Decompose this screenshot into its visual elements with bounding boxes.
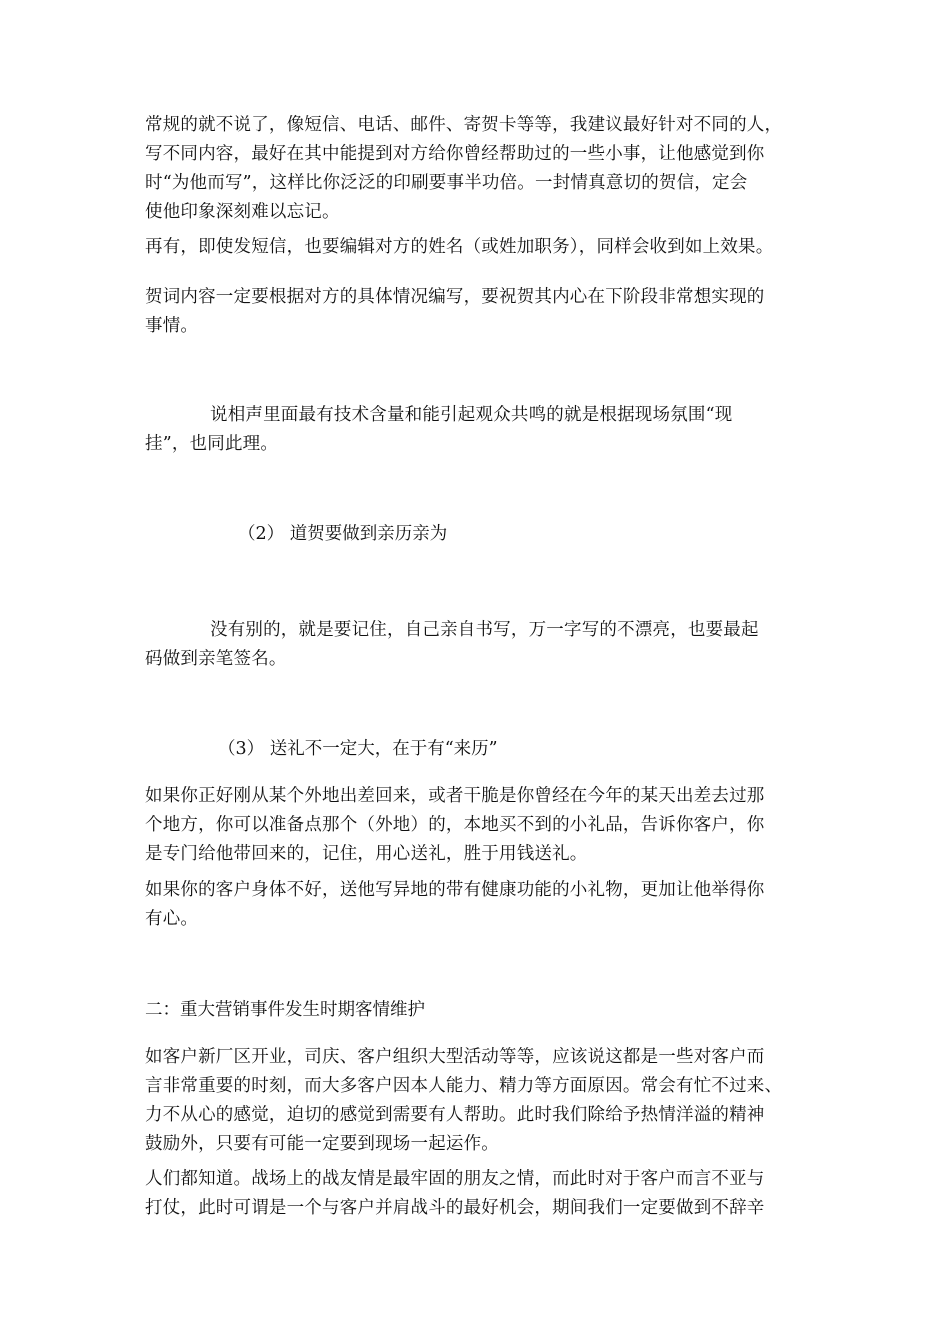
text-line: 如客户新厂区开业，司庆、客户组织大型活动等等，应该说这都是一些对客户而 [145,1047,765,1067]
text-line: 时“为他而写”，这样比你泛泛的印刷要事半功倍。一封情真意切的贺信，定会 [145,173,748,193]
paragraph-crosstalk-analogy [145,401,810,459]
section-heading: 二：重大营销事件发生时期客情维护 [145,1000,425,1020]
text-line: 写不同内容，最好在其中能提到对方给你曾经帮助过的一些小事，让他感觉到你 [145,144,765,164]
paragraph-comrades [145,1165,807,1223]
text-line: 贺词内容一定要根据对方的具体情况编写，要祝贺其内心在下阶段非常想实现的 [145,287,765,307]
text-line: 码做到亲笔签名。 [145,649,287,669]
text-line: 事情。 [145,316,199,336]
text-line: 挂”，也同此理。 [145,434,279,454]
text-line: 常规的就不说了，像短信、电话、邮件、寄贺卡等等，我建议最好针对不同的人， [145,115,783,135]
paragraph-major-events [145,1043,807,1159]
paragraph-greetings-customize [145,111,807,227]
text-line: 鼓励外，只要有可能一定要到现场一起运作。 [145,1134,499,1154]
text-line: 人们都知道。战场上的战友情是最牢固的朋友之情，而此时对于客户而言不亚与 [145,1169,765,1189]
text-line: 如果你正好刚从某个外地出差回来，或者干脆是你曾经在今年的某天出差去过那 [145,786,765,806]
text-line: 没有别的，就是要记住，自己亲自书写，万一字写的不漂亮，也要最起 [210,620,759,640]
text-line: 打仗，此时可谓是一个与客户并肩战斗的最好机会，期间我们一定要做到不辞辛 [145,1198,765,1218]
text-line: 说相声里面最有技术含量和能引起观众共鸣的就是根据现场氛围“现 [210,405,733,425]
text-line: 是专门给他带回来的，记住，用心送礼，胜于用钱送礼。 [145,844,588,864]
text-line: 言非常重要的时刻，而大多客户因本人能力、精力等方面原因。常会有忙不过来、 [145,1076,783,1096]
text-line: 力不从心的感觉，迫切的感觉到需要有人帮助。此时我们除给予热情洋溢的精神 [145,1105,765,1125]
subheading-2: （2） 道贺要做到亲历亲为 [238,524,448,544]
paragraph-handwriting [145,616,810,674]
text-line: 个地方，你可以准备点那个（外地）的，本地买不到的小礼品，告诉你客户，你 [145,815,765,835]
text-line: 再有，即使发短信，也要编辑对方的姓名（或姓加职务），同样会收到如上效果。 [145,237,774,257]
paragraph-health-gift [145,876,807,934]
text-line: 使他印象深刻难以忘记。 [145,202,340,222]
text-line: 有心。 [145,909,199,929]
text-line: 如果你的客户身体不好，送他写异地的带有健康功能的小礼物，更加让他举得你 [145,880,765,900]
paragraph-sms-name [145,233,807,262]
subheading-3: （3） 送礼不一定大，在于有“来历” [218,739,498,759]
paragraph-greeting-content [145,283,807,341]
paragraph-gift-origin [145,782,807,869]
